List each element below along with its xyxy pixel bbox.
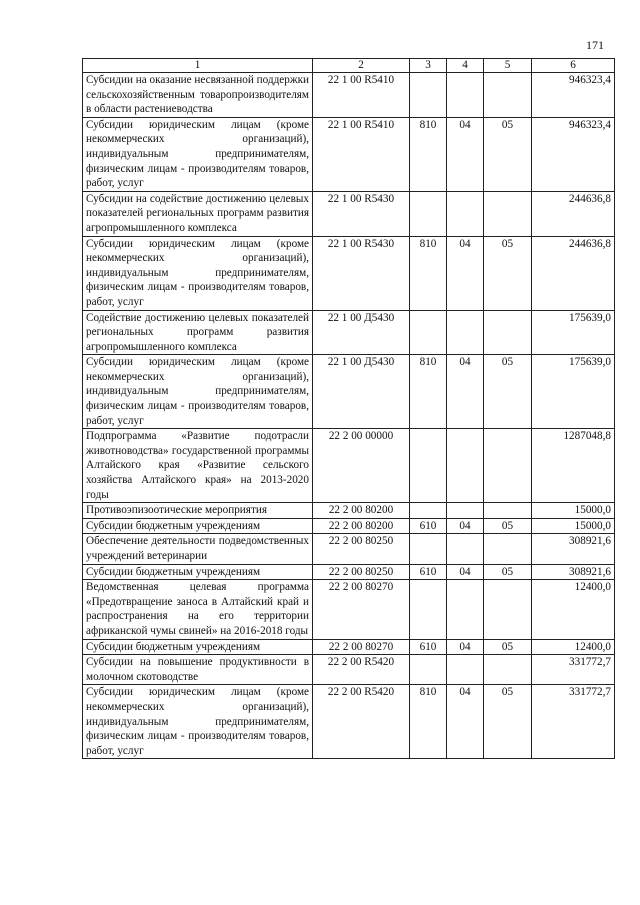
row-vr-cell: 610 xyxy=(410,639,447,655)
row-name-cell: Обеспечение деятельности подведомственных учреждений ветеринарии xyxy=(83,534,313,564)
row-vr-cell: 810 xyxy=(410,117,447,191)
row-vr-cell: 610 xyxy=(410,564,447,580)
row-sum-cell: 331772,7 xyxy=(532,655,615,685)
row-name-cell: Субсидии на повышение продуктивности в молочном скотоводстве xyxy=(83,655,313,685)
row-code-cell: 22 1 00 Д5430 xyxy=(313,310,410,355)
row-vr-cell xyxy=(410,655,447,685)
row-rz-cell xyxy=(447,534,484,564)
row-code-cell: 22 1 00 R5430 xyxy=(313,236,410,310)
row-name-cell: Субсидии бюджетным учреждениям xyxy=(83,518,313,534)
row-pr-cell: 05 xyxy=(484,236,532,310)
table-row xyxy=(83,117,615,191)
row-pr-cell: 05 xyxy=(484,355,532,429)
row-pr-cell xyxy=(484,191,532,236)
row-pr-cell xyxy=(484,655,532,685)
row-rz-cell xyxy=(447,655,484,685)
table-header-row xyxy=(83,59,615,73)
row-sum-cell: 244636,8 xyxy=(532,236,615,310)
row-vr-cell xyxy=(410,534,447,564)
row-code-cell: 22 2 00 00000 xyxy=(313,429,410,503)
row-rz-cell xyxy=(447,310,484,355)
row-name-cell: Ведомственная целевая программа «Предотвращение заноса в Алтайский край и распространения на его территории африканской чумы свиней» на 2016-2018 годы xyxy=(83,580,313,639)
header-col-2: 2 xyxy=(313,59,410,73)
row-sum-cell: 946323,4 xyxy=(532,73,615,118)
row-pr-cell: 05 xyxy=(484,518,532,534)
row-code-cell: 22 2 00 80270 xyxy=(313,639,410,655)
row-rz-cell: 04 xyxy=(447,685,484,759)
row-pr-cell: 05 xyxy=(484,564,532,580)
table-row xyxy=(83,639,615,655)
table-row xyxy=(83,355,615,429)
row-name-cell: Субсидии на содействие достижению целевых показателей региональных программ развития агропромышленного комплекса xyxy=(83,191,313,236)
row-sum-cell: 331772,7 xyxy=(532,685,615,759)
row-name-cell: Содействие достижению целевых показателей региональных программ развития агропромышленного комплекса xyxy=(83,310,313,355)
table-row xyxy=(83,534,615,564)
row-code-cell: 22 2 00 R5420 xyxy=(313,685,410,759)
row-code-cell: 22 2 00 80200 xyxy=(313,518,410,534)
row-code-cell: 22 2 00 80250 xyxy=(313,534,410,564)
row-vr-cell xyxy=(410,73,447,118)
row-name-cell: Субсидии бюджетным учреждениям xyxy=(83,564,313,580)
row-sum-cell: 308921,6 xyxy=(532,534,615,564)
row-sum-cell: 244636,8 xyxy=(532,191,615,236)
row-code-cell: 22 1 00 Д5430 xyxy=(313,355,410,429)
table-row xyxy=(83,564,615,580)
row-vr-cell xyxy=(410,310,447,355)
row-name-cell: Субсидии юридическим лицам (кроме некоммерческих организаций), индивидуальным предпринимателям, физическим лицам - производителям товаров, работ, услуг xyxy=(83,236,313,310)
row-pr-cell xyxy=(484,429,532,503)
row-name-cell: Субсидии юридическим лицам (кроме некоммерческих организаций), индивидуальным предпринимателям, физическим лицам - производителям товаров, работ, услуг xyxy=(83,685,313,759)
table-row xyxy=(83,685,615,759)
row-rz-cell: 04 xyxy=(447,518,484,534)
row-vr-cell xyxy=(410,580,447,639)
row-vr-cell xyxy=(410,191,447,236)
table-body xyxy=(83,73,615,759)
row-vr-cell: 810 xyxy=(410,685,447,759)
row-rz-cell: 04 xyxy=(447,355,484,429)
row-name-cell: Субсидии бюджетным учреждениям xyxy=(83,639,313,655)
row-pr-cell xyxy=(484,310,532,355)
row-sum-cell: 308921,6 xyxy=(532,564,615,580)
row-code-cell: 22 2 00 80200 xyxy=(313,503,410,519)
header-col-6: 6 xyxy=(532,59,615,73)
row-sum-cell: 15000,0 xyxy=(532,518,615,534)
row-rz-cell xyxy=(447,503,484,519)
row-name-cell: Противоэпизоотические мероприятия xyxy=(83,503,313,519)
table-row xyxy=(83,73,615,118)
table-row xyxy=(83,310,615,355)
row-name-cell: Субсидии юридическим лицам (кроме некоммерческих организаций), индивидуальным предпринимателям, физическим лицам - производителям товаров, работ, услуг xyxy=(83,355,313,429)
table-row xyxy=(83,429,615,503)
table-row xyxy=(83,191,615,236)
row-code-cell: 22 1 00 R5410 xyxy=(313,117,410,191)
row-pr-cell: 05 xyxy=(484,117,532,191)
header-col-1: 1 xyxy=(83,59,313,73)
row-rz-cell: 04 xyxy=(447,564,484,580)
row-pr-cell xyxy=(484,580,532,639)
row-pr-cell: 05 xyxy=(484,685,532,759)
row-name-cell: Подпрограмма «Развитие подотрасли животноводства» государственной программы Алтайского края «Развитие сельского хозяйства Алтайского края» на 2013-2020 годы xyxy=(83,429,313,503)
header-col-4: 4 xyxy=(447,59,484,73)
row-sum-cell: 175639,0 xyxy=(532,355,615,429)
table-row xyxy=(83,503,615,519)
page-number: 171 xyxy=(586,38,604,52)
row-code-cell: 22 2 00 80250 xyxy=(313,564,410,580)
row-vr-cell xyxy=(410,503,447,519)
row-sum-cell: 12400,0 xyxy=(532,580,615,639)
row-rz-cell: 04 xyxy=(447,236,484,310)
row-pr-cell: 05 xyxy=(484,639,532,655)
row-pr-cell xyxy=(484,503,532,519)
row-code-cell: 22 2 00 80270 xyxy=(313,580,410,639)
row-code-cell: 22 2 00 R5420 xyxy=(313,655,410,685)
row-pr-cell xyxy=(484,534,532,564)
row-vr-cell: 810 xyxy=(410,355,447,429)
budget-table xyxy=(82,58,615,759)
row-rz-cell xyxy=(447,191,484,236)
row-code-cell: 22 1 00 R5410 xyxy=(313,73,410,118)
row-sum-cell: 15000,0 xyxy=(532,503,615,519)
row-rz-cell xyxy=(447,580,484,639)
table-row xyxy=(83,655,615,685)
header-col-3: 3 xyxy=(410,59,447,73)
row-name-cell: Субсидии на оказание несвязанной поддержки сельскохозяйственным товаропроизводителям в области растениеводства xyxy=(83,73,313,118)
row-name-cell: Субсидии юридическим лицам (кроме некоммерческих организаций), индивидуальным предпринимателям, физическим лицам - производителям товаров, работ, услуг xyxy=(83,117,313,191)
row-sum-cell: 12400,0 xyxy=(532,639,615,655)
row-sum-cell: 175639,0 xyxy=(532,310,615,355)
row-sum-cell: 1287048,8 xyxy=(532,429,615,503)
row-vr-cell xyxy=(410,429,447,503)
table-row xyxy=(83,518,615,534)
table-row xyxy=(83,580,615,639)
row-rz-cell xyxy=(447,73,484,118)
row-sum-cell: 946323,4 xyxy=(532,117,615,191)
row-code-cell: 22 1 00 R5430 xyxy=(313,191,410,236)
row-vr-cell: 810 xyxy=(410,236,447,310)
row-rz-cell xyxy=(447,429,484,503)
row-rz-cell: 04 xyxy=(447,639,484,655)
row-rz-cell: 04 xyxy=(447,117,484,191)
header-col-5: 5 xyxy=(484,59,532,73)
table-row xyxy=(83,236,615,310)
row-vr-cell: 610 xyxy=(410,518,447,534)
row-pr-cell xyxy=(484,73,532,118)
